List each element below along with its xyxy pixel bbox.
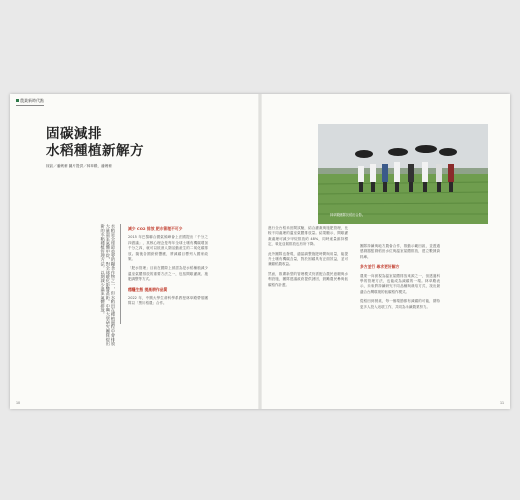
page-number-right: 11 (499, 401, 504, 405)
lead-paragraph: 水稻是全球最重要的糧食作物之一，但水稻田在種植過程中會排放大量溫室氣體甲烷，對全球暖化影響甚鉅。中興大學研究團隊提出新的水稻種植管理方法，以期減少溫室氣體排放。 (100, 224, 116, 346)
field-photo (318, 124, 488, 224)
heading-3: 多方並行 尋求更好解方 (360, 264, 400, 270)
col2-paragraph-1: 進行全台稻米田間試驗，結合灌溉與施肥管理，比較不同處理的溫室氣體排放量。結果顯示，間歇灌溉處理可減少甲烷排放約 48%，同時產量維持穩定，氧化亞氮排放也有所下降。 (268, 226, 348, 247)
col3-paragraph-2: 農業一向被視為溫室氣體排放來源之一，但透過科學的管理方法，也能成為減碳的一環。林草殿表示，未來將持續研究不同品種與栽培方式，找出最適合台灣環境的低碳稻作模式。 (360, 273, 440, 294)
lead-divider (120, 224, 121, 324)
column-2 (268, 226, 348, 292)
article-title (46, 126, 144, 160)
title-line-2: 水稻種植新解方 (46, 143, 144, 159)
col3-paragraph-3: 從稻田到餐桌，每一個環節都有減碳的可能，期待更多人投入這項工作，共同為永續農業努力。 (360, 299, 440, 309)
title-line-1: 固碳減排 (46, 126, 102, 142)
col1-paragraph-1: 2015 年巴黎聯合國氣候峰會上法國提出「千分之四倡議」，其核心理念是每年全球土壤有機碳增加千分之四，就可以抵消人類活動產生的二氧化碳排放。隨後各國紛紛響應，將減碳目標列入國家政策。 (128, 235, 208, 262)
photo-caption: 林草殿團隊於稻田合影。 (330, 213, 366, 217)
column-1 (128, 226, 208, 311)
col3-paragraph-1: 團隊持續與地方農會合作，推動示範田區，並透過感測器監測稻田水位與溫室氣體排放，建立數據資料庫。 (360, 244, 440, 259)
column-3 (360, 244, 440, 314)
col2-paragraph-3: 然而，推廣新型的管理模式仍需配合農民意願與水利設施，團隊建議政府提供誘因，鼓勵農民參與低碳稻作計畫。 (268, 271, 348, 287)
heading-2: 穩糧生態 提高耕作品質 (128, 286, 168, 292)
col1-paragraph-3: 2022 年，中興大學生命科學系教授林草殿帶領團隊以「黑川稻農」合作。 (128, 296, 208, 306)
section-tag (16, 98, 44, 106)
byline: 採訪／潘俐蓁 圖片提供／林草殿、潘俐蓁 (46, 164, 112, 168)
tag-dot (16, 99, 19, 102)
page-number-left: 10 (16, 401, 21, 405)
col2-paragraph-2: 此外團隊也發現，適當調整施肥時間與用量，能提升土壤有機碳含量，對於固碳具有正面效益，並可兼顧稻農收益。 (268, 251, 348, 267)
magazine-spread (10, 94, 510, 409)
page-gutter (258, 94, 262, 409)
heading-1: 減少 CO2 排放 肥水管理不可少 (128, 226, 183, 231)
col1-paragraph-2: 「肥水管理」目前在國際上被認為是水稻種植減少溫室氣體排放的重要方法之一，包括間歇灌溉、施肥調整等方式。 (128, 266, 208, 282)
section-tag-text: 農業新時代點 (20, 98, 44, 103)
